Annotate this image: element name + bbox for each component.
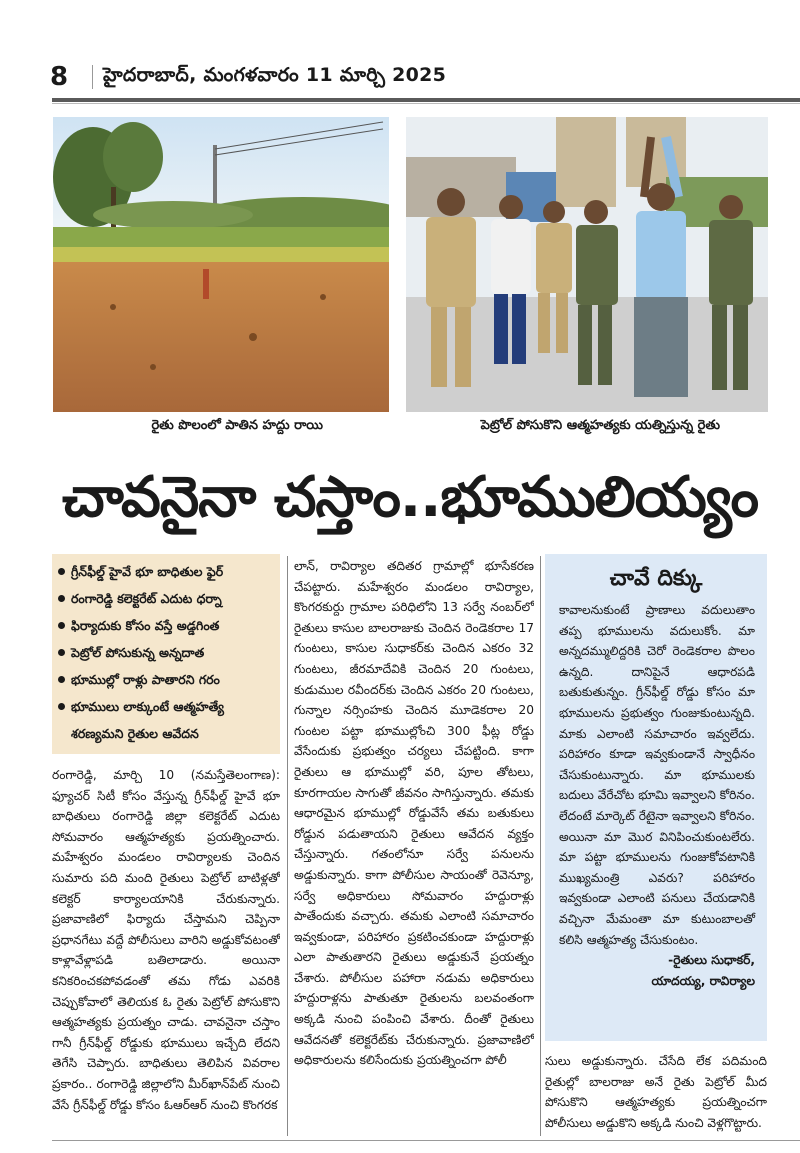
page-folio [50,62,770,92]
sidebar-title: చావే దిక్కు [609,566,703,591]
article-text-col2: లాన్, రావిర్యాల తదితర గ్రామాల్లో భూసేకరణ చేపట్టారు. మహేశ్వరం మండలం రావిర్యాల, కొంగరకుర్దు గ్రామాల పరిధిలోని 13 సర్వే నంబర్‌లో రైతులు కాసుల బాలరాజుకు చెందిన రెండెకరాల 17 గుంటలు, కాసుల సుధాకర్‌కు చెందిన ఎకరం 32 గుంటలు, జీరమాదేవికి చెందిన 20 గుంటలు, కుడుముల రవీందర్‌కు చెందిన ఎకరం 20 గుంటలు, గున్నాల నర్సింహకు చెందిన మూడెకరాల 20 గుంటల పట్టా భూముల్లోంచి 300 ఫీట్ల రోడ్డు వేసేందుకు ప్రభుత్వం చర్యలు చేపట్టింది. కాగా రైతులు ఆ భూముల్లో వరి, పూల తోటలు, కూరగాయల సాగుతో జీవనం సాగిస్తున్నారు. తమకు ఆధారమైన భూముల్లో రోడ్డువేసే తమ బతుకులు రోడ్డున పడుతాయని రైతులు ఆవేదన వ్యక్తం చేస్తున్నారు. గతంలోనూ సర్వే పనులను అడ్డుకున్నారు. కాగా పోలీసుల సాయంతో రెవెన్యూ, సర్వే అధికారులు సోమవారం హద్దురాళ్లు పాతేందుకు వచ్చారు. తమకు ఎలాంటి సమాచారం ఇవ్వకుండా, పరిహారం ప్రకటించకుండా హద్దురాళ్లు ఎలా పాతుతారని రైతులు అడ్డుకునే ప్రయత్నం చేశారు. పోలీసుల పహారా నడుమ అధికారులు హద్దురాళ్లను పాతుతూ రైతులను బలవంతంగా అక్కడి నుంచి పంపించి వేశారు. దీంతో రైతులు ఆవేదనతో కలెక్టరేట్‌కు చేరుకున్నారు. ప్రజావాణిలో అధికారులను కలిసేందుకు ప్రయత్నించగా పోలీ [294,559,534,1068]
column-divider [540,556,541,1136]
sidebar-body: కావాలనుకుంటే ప్రాణాలు వదులుతాం తప్ప భూములను వదులుకోం. మా అన్నదమ్ములిద్దరికి చెరో రెండెకరాల పొలం ఉన్నది. దానిపైనే ఆధారపడి బతుకుతున్నం. గ్రీన్‌ఫీల్డ్ రోడ్డు కోసం మా భూములను ప్రభుత్వం గుంజుకుంటున్నది. మాకు ఎలాంటి సమాచారం ఇవ్వలేదు. పరిహారం కూడా ఇవ్వకుండానే స్వాధీనం చేసుకుంటున్నారు. మా భూములకు బదులు వేరేచోట భూమి ఇవ్వాలని కోరినం. లేదంటే మార్కెట్ రేటైనా ఇవ్వాలని కోరినం. అయినా మా మొర వినిపించుకుంటలేరు. మా పట్టా భూములను గుంజుకోవటానికి ముఖ్యమంత్రి ఎవరు? పరిహారం ఇవ్వకుండా ఎలాంటి పనులు చేయడానికి వచ్చినా మేమంతా మా కుటుంబాలతో కలిసి ఆత్మహత్య చేసుకుంటం. [559,603,755,947]
bullet-icon [58,622,65,629]
field-photo-illustration [53,117,389,412]
field-photo [53,117,389,412]
article-column-2 [294,556,534,1136]
article-text-col3: సులు అడ్డుకున్నారు. చేసేది లేక పదిమంది రైతుల్లో బాలరాజు అనే రైతు పెట్రోల్ మీద పోసుకొని ఆత్మహత్యకు ప్రయత్నించగా పోలీసులు అడ్డుకొని అక్కడి నుంచి వెళ్లగొట్టారు. [545,1054,767,1130]
bullet-icon [58,568,65,575]
bullet-icon [58,703,65,710]
sidebar-signature: -రైతులు సుధాకర్, [668,953,755,968]
right-photo-caption: పెట్రోల్ పోసుకొని ఆత్మహత్యకు యత్నిస్తున్న రైతు [480,418,720,433]
highlight-item: భూములు లాక్కుంటే ఆత్మహత్యే [52,693,280,720]
highlight-item: రంగారెడ్డి కలెక్టరేట్ ఎదుట ధర్నా [52,585,280,612]
folio-divider [92,65,93,89]
bottom-rule [52,1140,800,1141]
article-text-col1: రంగారెడ్డి, మార్చి 10 (నమస్తేతెలంగాణ): ఫ్యూచర్ సిటీ కోసం వేస్తున్న గ్రీన్‌ఫీల్డ్ హైవే భూ బాధితులు రంగారెడ్డి జిల్లా కలెక్టరేట్ ఎదుట సోమవారం ఆత్మహత్యకు ప్రయత్నించారు. మహేశ్వరం మండలం రావిర్యాలకు చెందిన సుమారు పది మంది రైతులు పెట్రోల్ బాటిళ్లతో కలెక్టర్ కార్యాలయానికి చేరుకున్నారు. ప్రజావాణిలో ఫిర్యాదు చేస్తామని చెప్పినా ప్రధానగేటు వద్దే పోలీసులు వారిని అడ్డుకోవటంతో కాళ్లావేళ్లాపడి బతిలాడారు. అయినా కనికరించకపోవడంతో తమ గోడు ఎవరికి చెప్పుకోవాలో తెలియక ఓ రైతు పెట్రోల్ పోసుకొని ఆత్మహత్యకు ప్రయత్నం చాడు. చావనైనా చస్తాం గానీ గ్రీన్‌ఫీల్డ్ రోడ్డుకు భూములు ఇచ్చేది లేదని తెగేసి చెప్పారు. బాధితులు తెలిపిన వివరాల ప్రకారం.. రంగారెడ్డి జిల్లాలోని మీర్‌ఖాన్‌పేట్ నుంచి వేసే గ్రీన్‌ఫీల్డ్ రోడ్డు కోసం ఓఆర్‌ఆర్ నుంచి కొంగరక [52,768,280,1112]
sidebar-box [545,554,767,1041]
article-column-1 [52,765,280,1135]
highlight-item: గ్రీన్‌ఫీల్డ్ హైవే భూ బాధితుల ఫైర్ [52,558,280,585]
left-photo-caption: రైతు పొలంలో పాతిన హద్దు రాయి [151,418,323,433]
protest-photo [406,117,768,412]
bullet-icon [58,649,65,656]
bullet-icon [58,676,65,683]
sidebar-signature-place: యాదయ్య, రావిర్యాల [651,973,755,988]
page-number: 8 [50,62,69,92]
protest-photo-illustration [406,117,768,412]
highlight-item: భూముల్లో రాళ్లు పాతారని గరం [52,666,280,693]
column-divider [287,556,288,1136]
highlight-item: ఫిర్యాదుకు కోసం వస్తే అడ్డగింత [52,612,280,639]
top-rule-thin [52,103,800,104]
headline: చావనైనా చస్తాం..భూములియ్యం [61,465,758,530]
bullet-icon [58,595,65,602]
highlight-item-continued: శరణ్యమని రైతుల ఆవేదన [71,726,199,741]
top-rule [52,98,800,102]
highlight-item: పెట్రోల్ పోసుకున్న అన్నదాత [52,639,280,666]
highlights-box [52,554,280,754]
article-column-3 [545,1051,767,1137]
dateline: హైదరాబాద్, మంగళవారం 11 మార్చి 2025 [103,63,447,86]
